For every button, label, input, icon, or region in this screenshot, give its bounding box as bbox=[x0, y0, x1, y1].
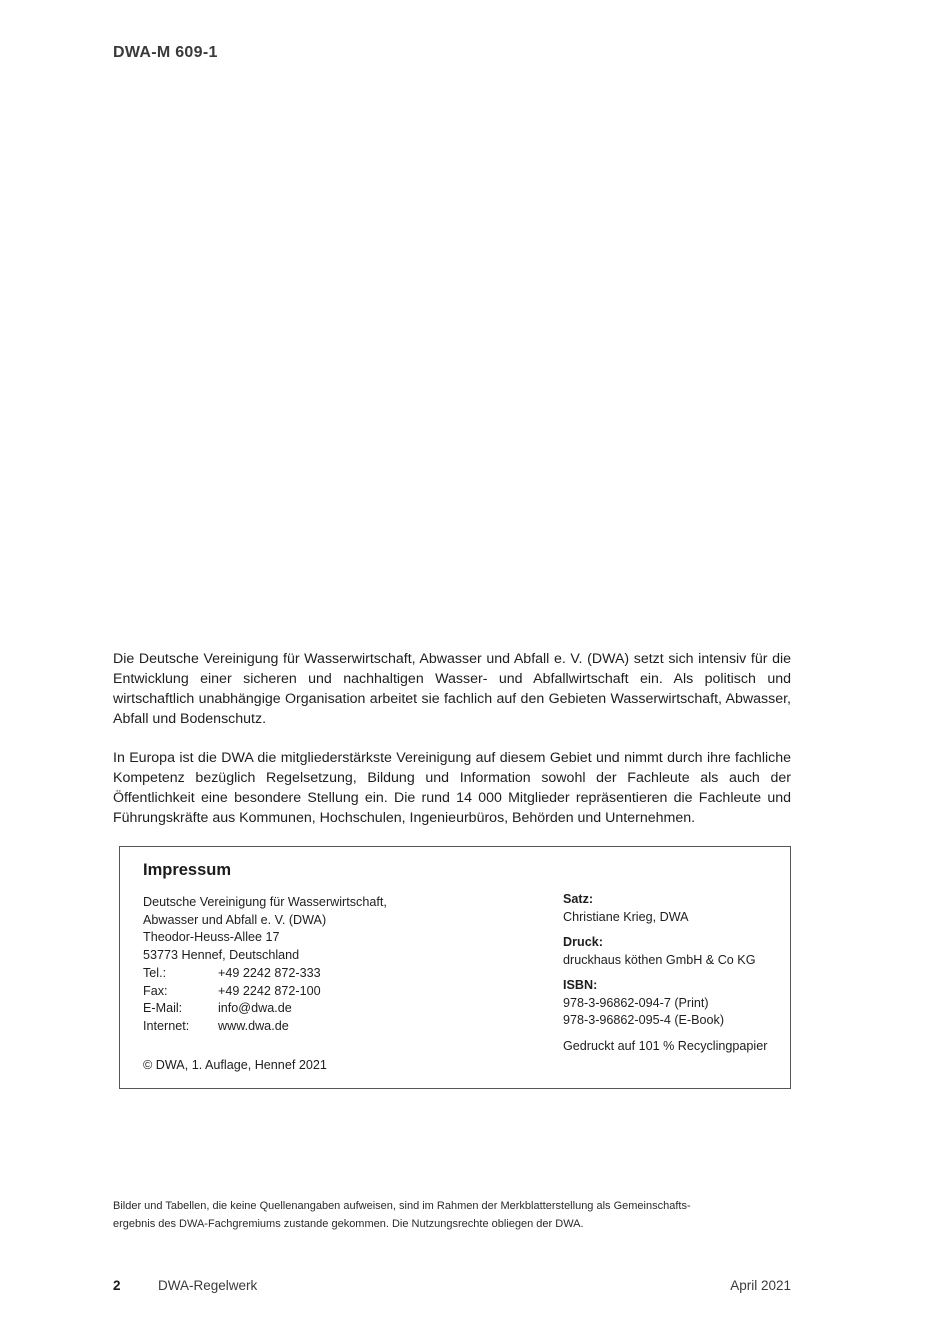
isbn-label: ISBN: bbox=[563, 978, 598, 992]
publisher-name-line2: Abwasser und Abfall e. V. (DWA) bbox=[143, 912, 327, 927]
isbn-ebook: 978-3-96862-095-4 (E-Book) bbox=[563, 1013, 725, 1027]
footnote-line2: ergebnis des DWA-Fachgremiums zustande gekommen. Die Nutzungsrechte obliegen der DWA. bbox=[113, 1217, 584, 1230]
contact-label: E-Mail: bbox=[143, 1001, 183, 1016]
publication-date: April 2021 bbox=[730, 1278, 791, 1293]
impressum-title: Impressum bbox=[143, 861, 232, 879]
contact-value-website: www.dwa.de bbox=[218, 1018, 289, 1033]
contact-row-internet bbox=[143, 1018, 543, 1036]
contact-value: +49 2242 872-333 bbox=[218, 965, 321, 980]
paper-note: Gedruckt auf 101 % Recyclingpapier bbox=[563, 1038, 768, 1053]
document-code: DWA-M 609-1 bbox=[113, 44, 218, 61]
page-number: 2 bbox=[113, 1278, 121, 1293]
contact-row-email bbox=[143, 1000, 543, 1018]
contact-value: +49 2242 872-100 bbox=[218, 983, 321, 998]
contact-label: Tel.: bbox=[143, 965, 167, 980]
footnote-line1: Bilder und Tabellen, die keine Quellenangaben aufweisen, sind im Rahmen der Merkblatterstellung als Gemeinschafts- bbox=[113, 1200, 691, 1212]
contact-value-email: info@dwa.de bbox=[218, 1001, 292, 1016]
contact-row-tel bbox=[143, 965, 543, 983]
contact-label: Internet: bbox=[143, 1018, 190, 1033]
intro-paragraph-2: In Europa ist die DWA die mitgliederstärkste Vereinigung auf diesem Gebiet und nimmt durch ihre fachliche Kompetenz bezüglich Regelsetzung, Bildung und Information sowohl der Fachleute als auch der Öffentlichkeit eine besondere Stellung ein. Die rund 14 000 Mitglieder repräsentieren die Fachleute und Führungskräfte aus Kommunen, Hochschulen, Ingenieurbüros, Behörden und Unternehmen. bbox=[113, 750, 791, 826]
copyright-note: © DWA, 1. Auflage, Hennef 2021 bbox=[143, 1058, 327, 1072]
satz-label: Satz: bbox=[563, 892, 594, 906]
publisher-city: 53773 Hennef, Deutschland bbox=[143, 948, 300, 963]
impressum-box bbox=[119, 846, 791, 1089]
series-name: DWA-Regelwerk bbox=[158, 1278, 258, 1293]
intro-paragraph-1: Die Deutsche Vereinigung für Wasserwirtschaft, Abwasser und Abfall e. V. (DWA) setzt sich intensiv für die Entwicklung einer sicheren und nachhaltigen Wasser- und Abfallwirtschaft ein. Als politisch und wirtschaftlich unabhängige Organisation arbeitet sie fachlich auf den Gebieten Wasserwirtschaft, Abwasser, Abfall und Bodenschutz. bbox=[113, 651, 791, 727]
image-rights-footnote bbox=[113, 1198, 791, 1233]
contact-row-fax bbox=[143, 983, 543, 1001]
druck-value: druckhaus köthen GmbH & Co KG bbox=[563, 952, 756, 967]
publisher-street: Theodor-Heuss-Allee 17 bbox=[143, 930, 280, 945]
isbn-print: 978-3-96862-094-7 (Print) bbox=[563, 995, 709, 1010]
publisher-address bbox=[143, 894, 543, 1036]
satz-value: Christiane Krieg, DWA bbox=[563, 909, 689, 924]
production-info bbox=[563, 891, 788, 1055]
publisher-name-line1: Deutsche Vereinigung für Wasserwirtschaft, bbox=[143, 895, 387, 909]
contact-label: Fax: bbox=[143, 983, 168, 998]
druck-label: Druck: bbox=[563, 935, 603, 949]
